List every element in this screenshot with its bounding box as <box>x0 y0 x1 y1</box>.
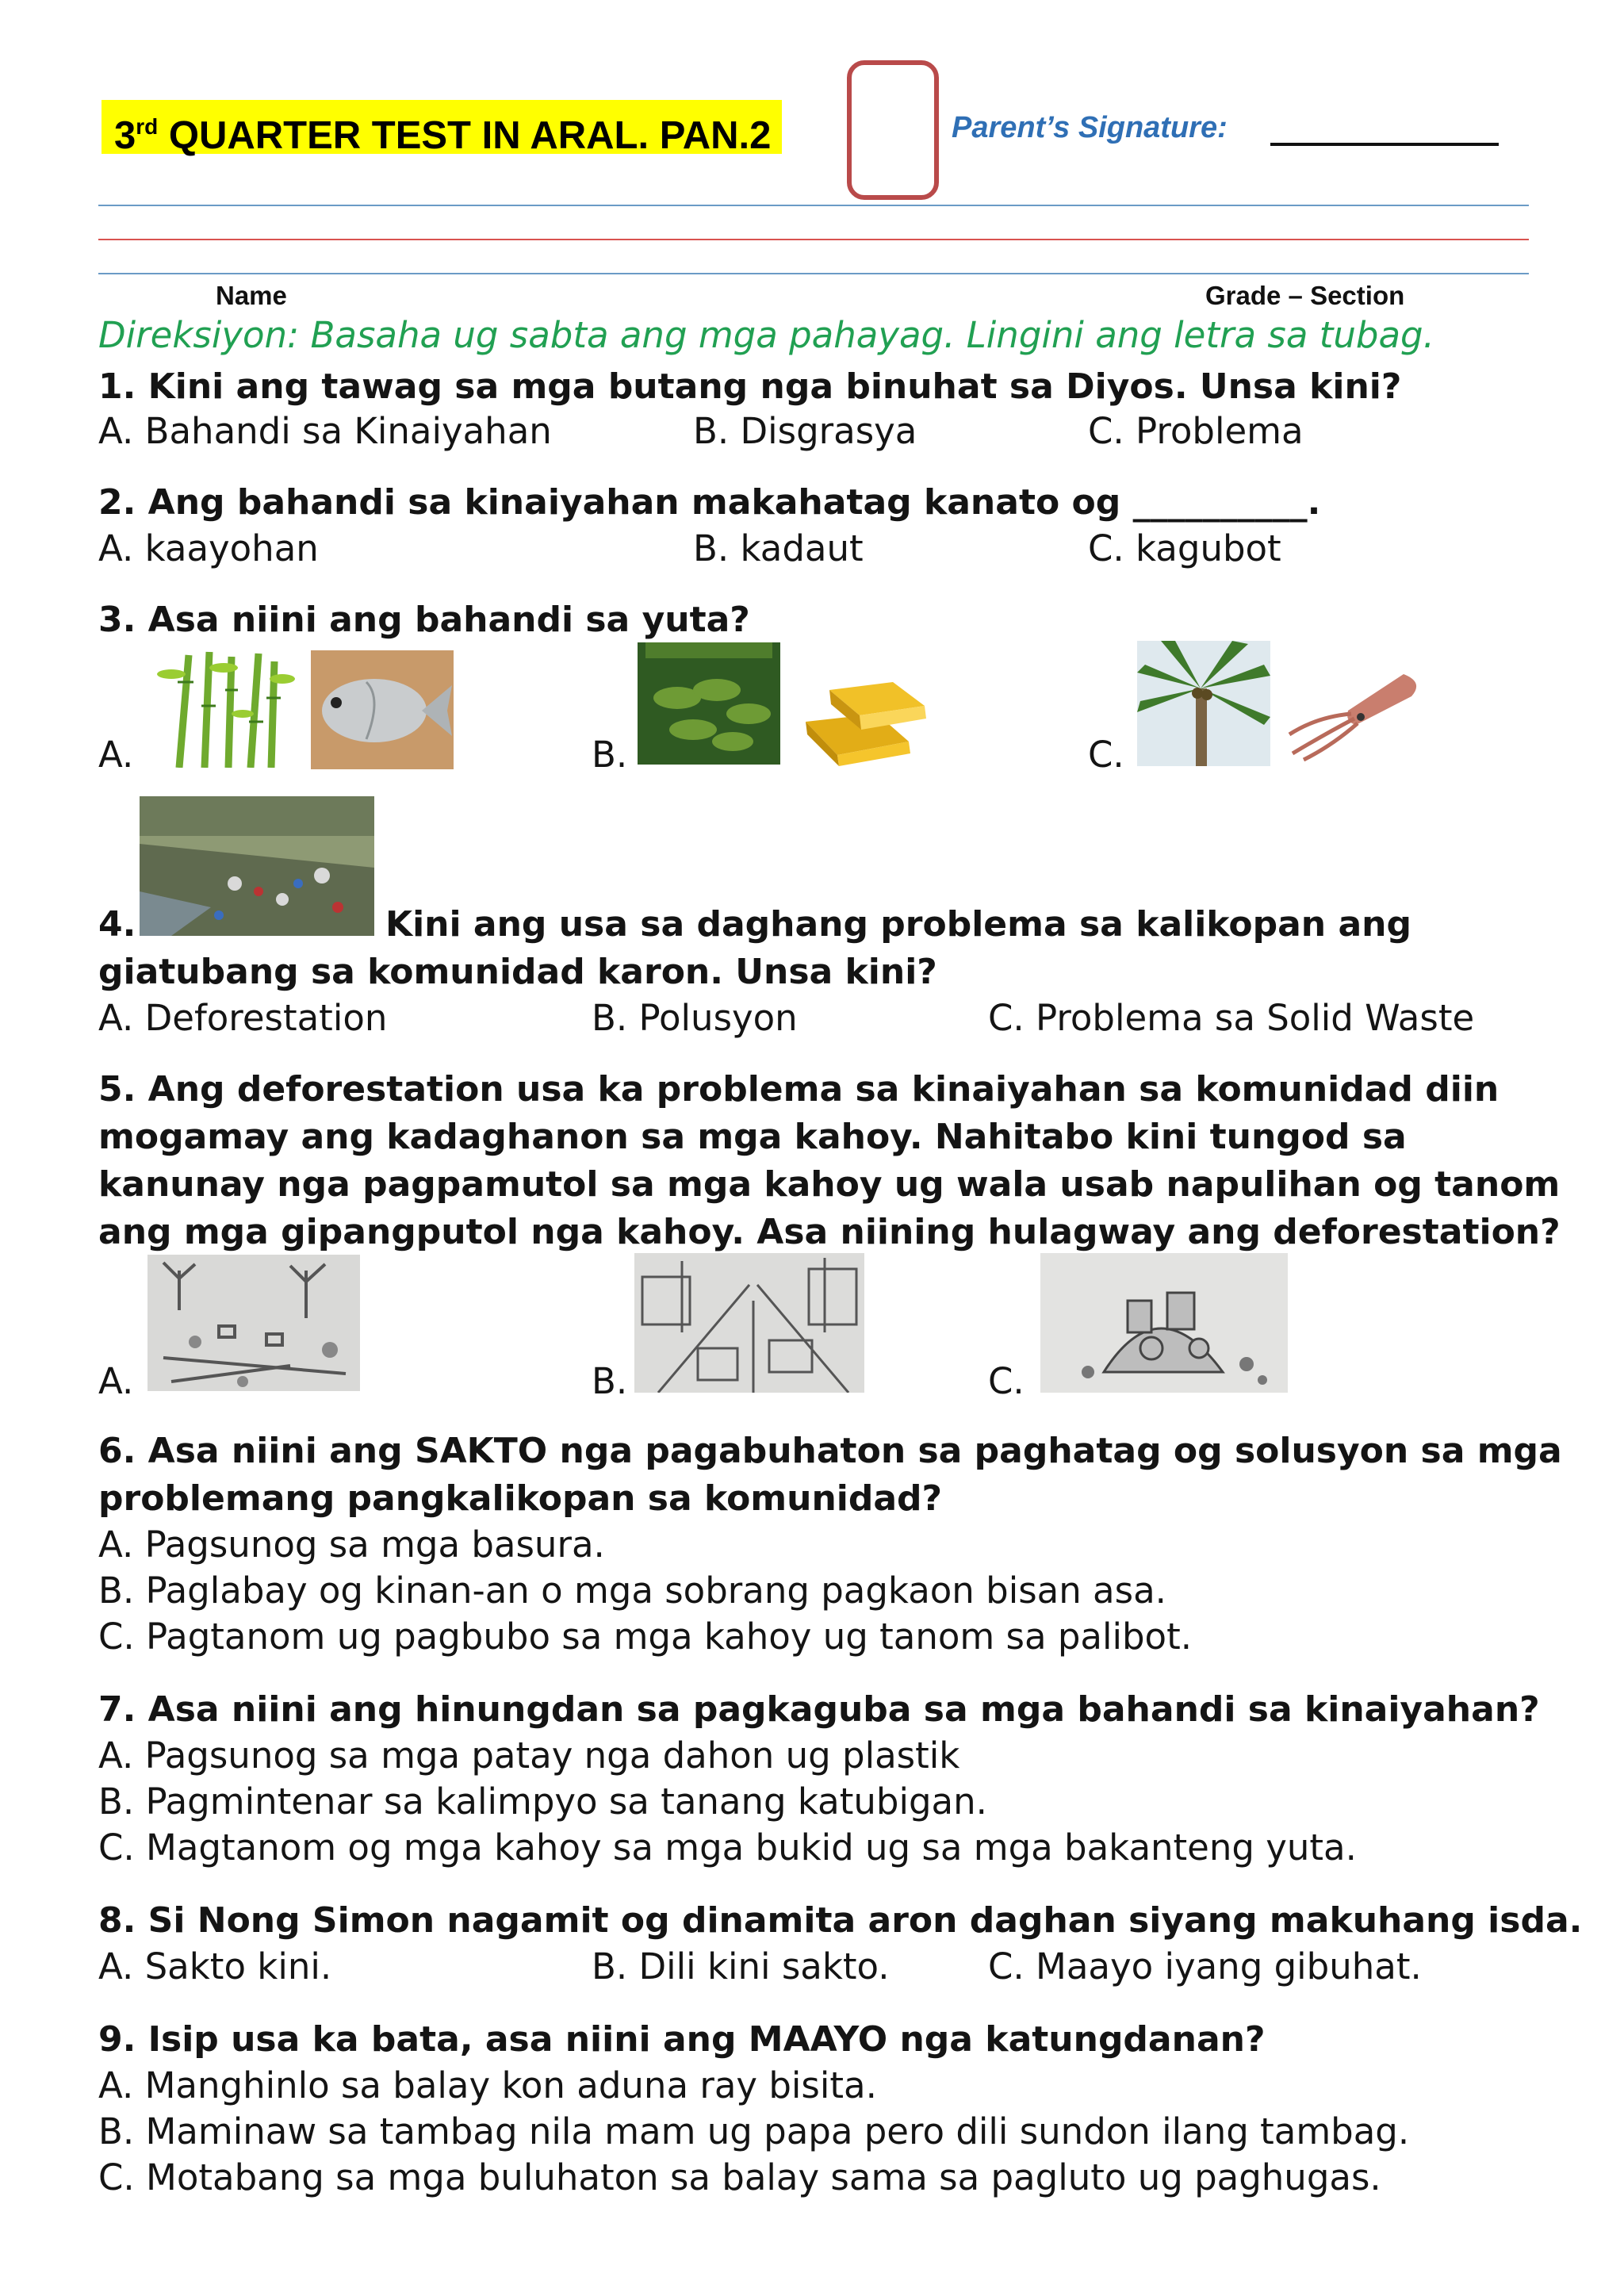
q8-option-c[interactable]: C. Maayo iyang gibuhat. <box>988 1945 1422 1987</box>
rule-line <box>98 205 1529 206</box>
test-title: 3rd QUARTER TEST IN ARAL. PAN.2 <box>102 100 782 154</box>
q9-option-b[interactable]: B. Maminaw sa tambag nila mam ug papa pero dili sundon ilang tambag. <box>98 2110 1410 2152</box>
question-6-line-1: 6. Asa niini ang SAKTO nga pagabuhaton sa paghatag og solusyon sa mga <box>98 1431 1562 1471</box>
question-2: 2. Ang bahandi sa kinaiyahan makahatag kanato og __________. <box>98 482 1321 523</box>
question-5-line-1: 5. Ang deforestation usa ka problema sa kinaiyahan sa komunidad diin <box>98 1069 1500 1110</box>
question-7: 7. Asa niini ang hinungdan sa pagkaguba sa mga bahandi sa kinaiyahan? <box>98 1689 1540 1730</box>
question-5-line-4: ang mga gipangputol nga kahoy. Asa niining hulagway ang deforestation? <box>98 1212 1561 1252</box>
question-1: 1. Kini ang tawag sa mga butang nga binuhat sa Diyos. Unsa kini? <box>98 366 1402 407</box>
q8-option-a[interactable]: A. Sakto kini. <box>98 1945 332 1987</box>
q5-option-c[interactable]: C. <box>988 1360 1025 1402</box>
q5-option-a[interactable]: A. <box>98 1360 134 1402</box>
q7-option-a[interactable]: A. Pagsunog sa mga patay nga dahon ug plastik <box>98 1734 960 1777</box>
q2-option-b[interactable]: B. kadaut <box>693 527 864 569</box>
q3-option-b[interactable]: B. <box>592 734 628 776</box>
banana-picture <box>638 642 780 765</box>
parent-signature-label: Parent’s Signature: <box>952 111 1228 144</box>
q8-option-b[interactable]: B. Dili kini sakto. <box>592 1945 890 1987</box>
fish-picture <box>311 650 454 769</box>
road-traffic-sketch <box>634 1253 864 1393</box>
directions: Direksiyon: Basaha ug sabta ang mga pahayag. Lingini ang letra sa tubag. <box>98 314 1434 356</box>
squid-picture <box>1285 658 1427 761</box>
q7-option-b[interactable]: B. Pagmintenar sa kalimpyo sa tanang katubigan. <box>98 1780 987 1823</box>
score-box <box>847 60 939 200</box>
rule-line <box>98 239 1529 240</box>
signature-line[interactable] <box>1270 143 1499 146</box>
question-3: 3. Asa niini ang bahandi sa yuta? <box>98 600 750 640</box>
q1-option-c[interactable]: C. Problema <box>1088 410 1304 452</box>
q4-number: 4. <box>98 904 136 945</box>
q1-option-b[interactable]: B. Disgrasya <box>693 410 917 452</box>
q7-option-c[interactable]: C. Magtanom og mga kahoy sa mga bukid ug sa mga bakanteng yuta. <box>98 1826 1357 1869</box>
q9-option-a[interactable]: A. Manghinlo sa balay kon aduna ray bisita. <box>98 2064 877 2106</box>
q4-option-b[interactable]: B. Polusyon <box>592 997 798 1039</box>
question-4-line-2: giatubang sa komunidad karon. Unsa kini? <box>98 952 937 992</box>
q6-option-b[interactable]: B. Paglabay og kinan-an o mga sobrang pagkaon bisan asa. <box>98 1570 1166 1612</box>
question-4-line-1: Kini ang usa sa daghang problema sa kalikopan ang <box>385 904 1411 945</box>
q4-option-c[interactable]: C. Problema sa Solid Waste <box>988 997 1475 1039</box>
question-5-line-3: kanunay nga pagpamutol sa mga kahoy ug wala usab napulihan og tanom <box>98 1164 1561 1205</box>
gold-bar-picture <box>790 666 936 769</box>
q1-option-a[interactable]: A. Bahandi sa Kinaiyahan <box>98 410 552 452</box>
deforestation-sketch <box>147 1255 360 1391</box>
bamboo-picture <box>155 650 295 768</box>
coconut-tree-picture <box>1137 641 1270 766</box>
q3-option-a[interactable]: A. <box>98 734 134 776</box>
q6-option-c[interactable]: C. Pagtanom ug pagbubo sa mga kahoy ug tanom sa palibot. <box>98 1616 1193 1658</box>
trash-pile-sketch <box>1040 1253 1288 1393</box>
question-8: 8. Si Nong Simon nagamit og dinamita aron daghan siyang makuhang isda. <box>98 1900 1583 1941</box>
rule-line <box>98 273 1529 274</box>
question-5-line-2: mogamay ang kadaghanon sa mga kahoy. Nahitabo kini tungod sa <box>98 1117 1407 1157</box>
q3-option-c[interactable]: C. <box>1088 734 1124 776</box>
garbage-river-picture <box>140 796 374 936</box>
q6-option-a[interactable]: A. Pagsunog sa mga basura. <box>98 1524 605 1566</box>
q4-option-a[interactable]: A. Deforestation <box>98 997 388 1039</box>
q2-option-c[interactable]: C. kagubot <box>1088 527 1281 569</box>
q9-option-c[interactable]: C. Motabang sa mga buluhaton sa balay sama sa pagluto ug paghugas. <box>98 2156 1381 2198</box>
grade-section-label: Grade – Section <box>1205 281 1405 310</box>
name-label: Name <box>216 281 287 310</box>
question-6-line-2: problemang pangkalikopan sa komunidad? <box>98 1478 943 1519</box>
question-9: 9. Isip usa ka bata, asa niini ang MAAYO nga katungdanan? <box>98 2019 1266 2060</box>
q2-option-a[interactable]: A. kaayohan <box>98 527 319 569</box>
q5-option-b[interactable]: B. <box>592 1360 628 1402</box>
